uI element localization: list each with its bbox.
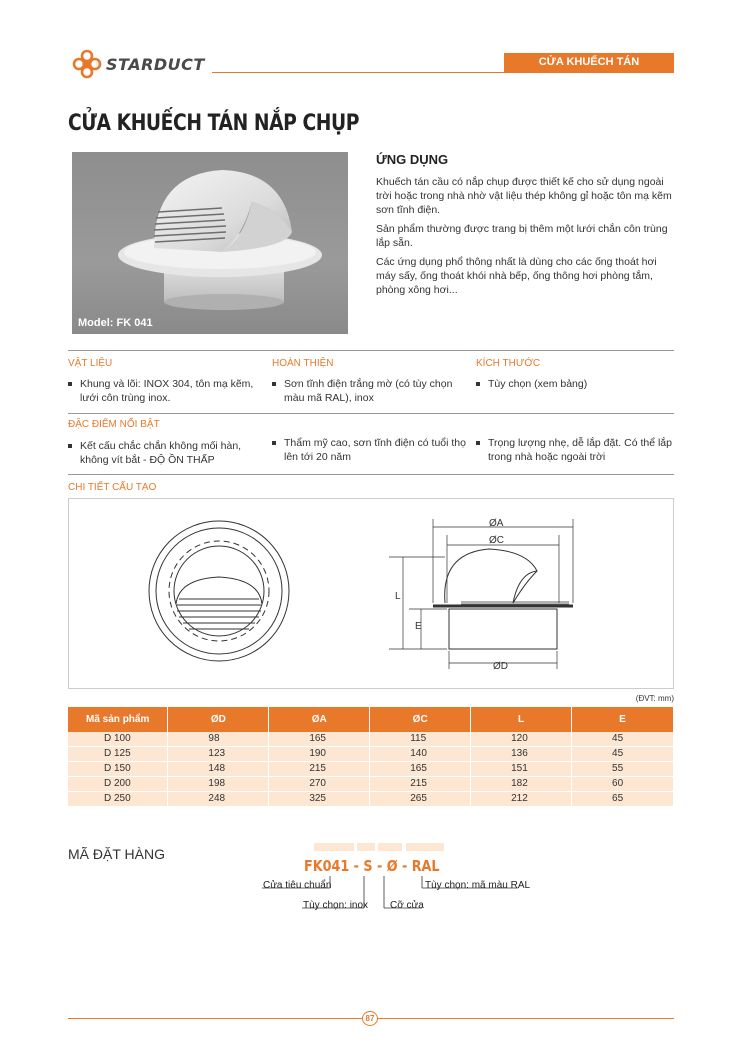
cell: 325	[269, 792, 370, 807]
order-code: FK041 - S - Ø - RAL	[304, 857, 440, 875]
dim-e-label: E	[415, 621, 422, 632]
structure-label: CHI TIẾT CẤU TẠO	[68, 482, 157, 493]
col-header: Mã sản phẩm	[68, 707, 168, 732]
cell: 215	[370, 777, 471, 792]
table-row	[68, 747, 674, 762]
features-label: ĐẶC ĐIỂM NỔI BẬT	[68, 419, 160, 430]
cell: 60	[572, 777, 674, 792]
col-header: ØA	[269, 707, 370, 732]
dim-oc-label: ØC	[489, 535, 504, 546]
application-paragraph: Khuếch tán cầu có nắp chụp được thiết kế cho sử dụng ngoài trời hoặc trong nhà nhờ vật liệu thép không gỉ hoặc tôn mạ kẽm sơn tĩnh điện.	[376, 176, 672, 216]
dim-oa-label: ØA	[489, 518, 504, 529]
application-heading: ỨNG DỤNG	[376, 152, 449, 167]
table-row	[68, 777, 674, 792]
cell: D 125	[68, 747, 168, 762]
note-ral: Tùy chọn: mã màu RAL	[425, 880, 531, 891]
finish-label: HOÀN THIỆN	[272, 358, 334, 369]
divider	[68, 413, 674, 414]
table-row	[68, 792, 674, 807]
cell: 215	[269, 762, 370, 777]
cell: 212	[471, 792, 572, 807]
material-text: Khung và lõi: INOX 304, tôn mạ kẽm, lưới côn trùng inox.	[66, 377, 266, 405]
code-highlight	[406, 843, 444, 851]
cell: 265	[370, 792, 471, 807]
cell: D 100	[68, 732, 168, 747]
cell: 190	[269, 747, 370, 762]
cell: 65	[572, 792, 674, 807]
category-tag: CỬA KHUẾCH TÁN	[504, 53, 674, 72]
page-header	[70, 48, 674, 78]
cell: D 200	[68, 777, 168, 792]
note-size: Cỡ cửa	[390, 900, 424, 911]
table-row	[68, 762, 674, 777]
starduct-logo-icon	[70, 49, 104, 79]
technical-diagram	[68, 498, 674, 689]
application-section	[376, 152, 676, 302]
table-row	[68, 732, 674, 747]
cell: 148	[168, 762, 269, 777]
cell: D 150	[68, 762, 168, 777]
brand-name: STARDUCT	[106, 54, 205, 74]
code-highlight	[314, 843, 354, 851]
size-label: KÍCH THƯỚC	[476, 358, 541, 369]
cell: 55	[572, 762, 674, 777]
cell: 182	[471, 777, 572, 792]
cell: 123	[168, 747, 269, 762]
col-header: ØD	[168, 707, 269, 732]
size-table	[68, 707, 674, 807]
cell: 165	[370, 762, 471, 777]
code-highlight	[357, 843, 375, 851]
diffuser-product-icon	[72, 152, 348, 334]
page-number: 87	[362, 1011, 378, 1026]
application-paragraph: Các ứng dụng phổ thông nhất là dùng cho các ống thoát hơi máy sấy, ống thoát khói nhà bếp, ống thông hơi phòng tắm, phòng xông hơi...	[376, 256, 657, 296]
size-text: Tùy chọn (xem bảng)	[474, 377, 674, 391]
code-highlight	[378, 843, 402, 851]
col-header: ØC	[370, 707, 471, 732]
material-label: VẬT LIỆU	[68, 358, 113, 369]
finish-text: Sơn tĩnh điện trắng mờ (có tùy chọn màu mã RAL), inox	[270, 377, 470, 405]
col-header: L	[471, 707, 572, 732]
cell: 45	[572, 732, 674, 747]
cell: 198	[168, 777, 269, 792]
divider	[68, 350, 674, 351]
header-divider	[212, 72, 674, 73]
cell: 248	[168, 792, 269, 807]
dim-l-label: L	[395, 591, 401, 602]
cell: 151	[471, 762, 572, 777]
page-title: CỬA KHUẾCH TÁN NẮP CHỤP	[68, 111, 360, 136]
brand-logo	[70, 50, 205, 78]
model-label: Model: FK 041	[78, 317, 153, 329]
dim-od-label: ØD	[493, 661, 508, 672]
unit-note: (ĐVT: mm)	[635, 694, 674, 703]
cell: 140	[370, 747, 471, 762]
application-paragraph: Sản phẩm thường được trang bị thêm một lưới chắn côn trùng lắp sẵn.	[376, 223, 668, 249]
product-photo	[72, 152, 348, 334]
cell: 115	[370, 732, 471, 747]
cell: 165	[269, 732, 370, 747]
cell: 136	[471, 747, 572, 762]
feature-item: Trọng lượng nhẹ, dễ lắp đặt. Có thể lắp trong nhà hoặc ngoài trời	[474, 436, 674, 464]
note-inox: Tùy chọn: inox	[303, 900, 369, 911]
dimension-drawing-icon	[69, 499, 673, 688]
order-code-title: MÃ ĐẶT HÀNG	[68, 846, 165, 862]
cell: 270	[269, 777, 370, 792]
feature-item: Kết cấu chắc chắn không mối hàn, không vít bắt - ĐỘ ỒN THẤP	[66, 439, 266, 467]
divider	[68, 474, 674, 475]
table-header-row	[68, 707, 674, 732]
cell: 120	[471, 732, 572, 747]
cell: D 250	[68, 792, 168, 807]
note-standard: Cửa tiêu chuẩn	[263, 880, 332, 891]
feature-item: Thẩm mỹ cao, sơn tĩnh điện có tuổi thọ lên tới 20 năm	[270, 436, 470, 464]
cell: 98	[168, 732, 269, 747]
cell: 45	[572, 747, 674, 762]
col-header: E	[572, 707, 674, 732]
